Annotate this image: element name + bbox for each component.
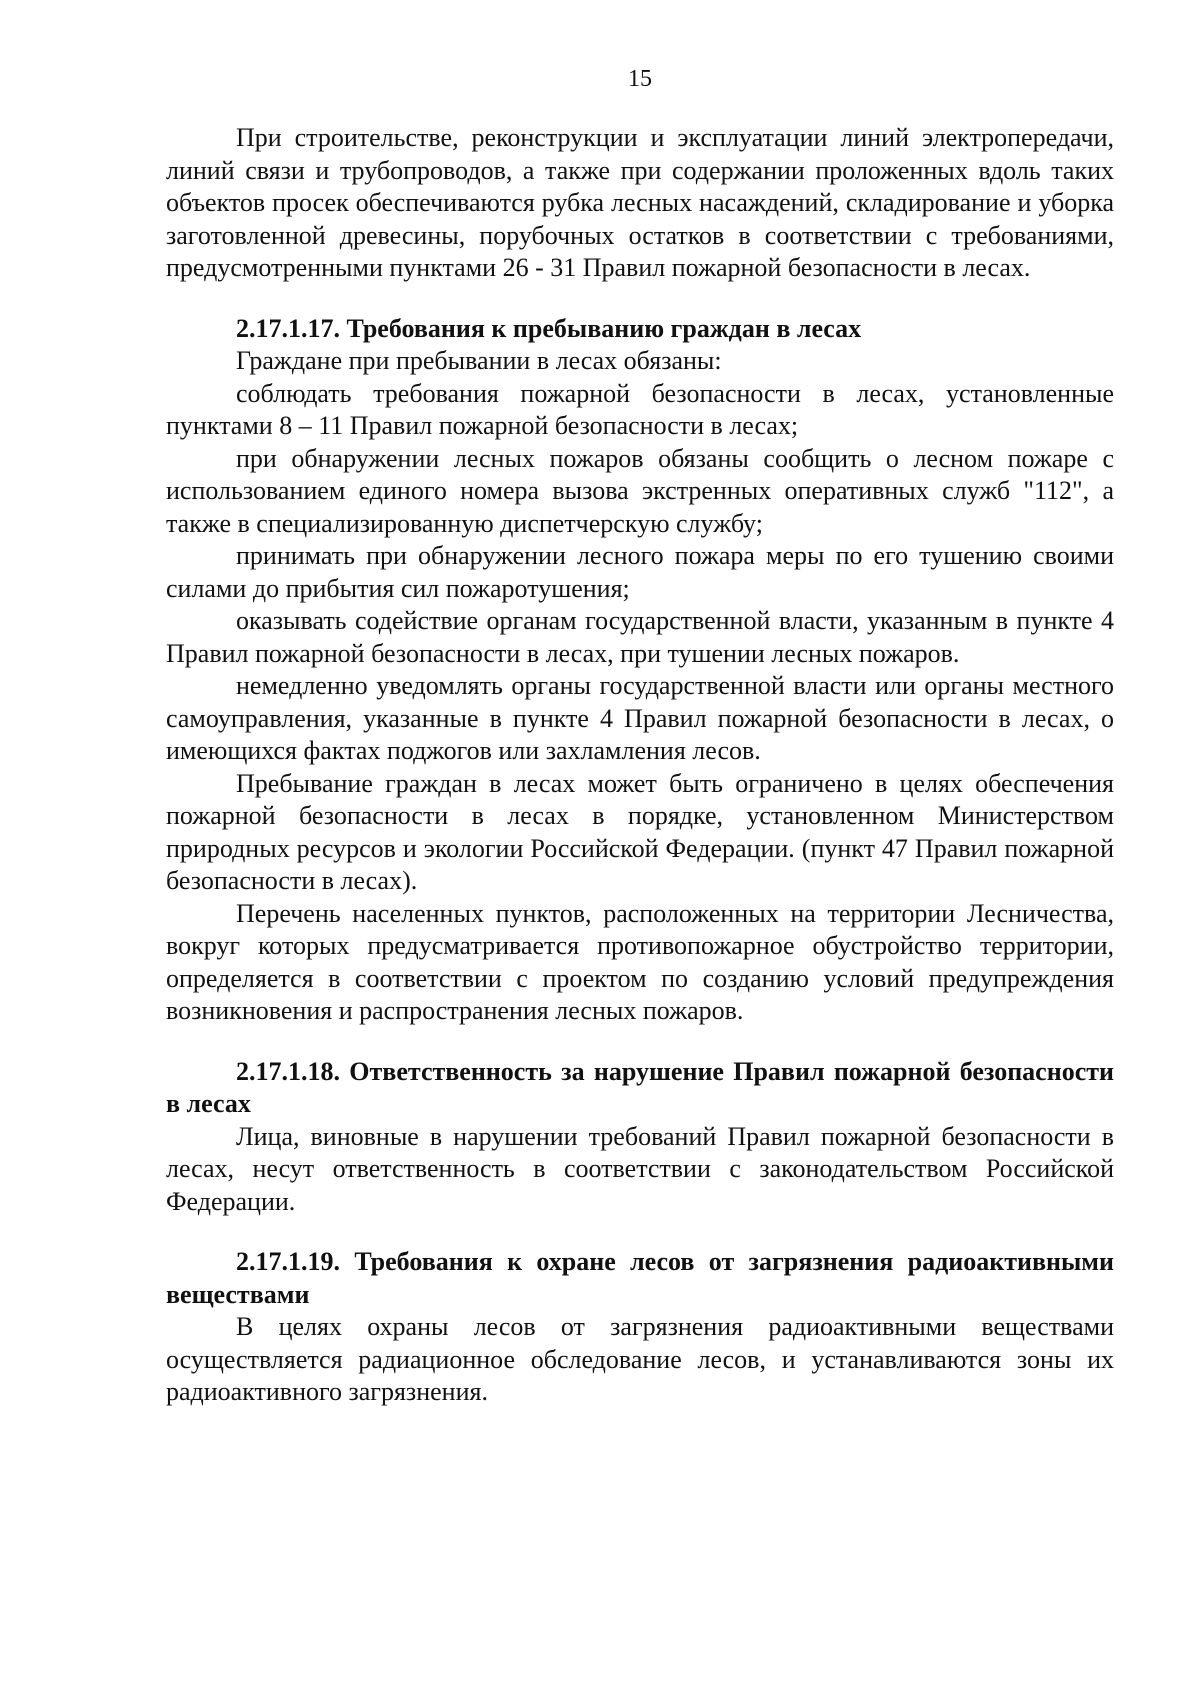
paragraph-assist-authorities: оказывать содействие органам государственной власти, указанным в пункте 4 Правил пожарной безопасности в лесах, при тушении лесных пожаров. [166,606,1114,668]
heading-2-17-1-17: 2.17.1.17. Требования к пребыванию граждан в лесах [236,313,862,343]
page-number: 15 [628,66,652,92]
paragraph-stay-restriction: Пребывание граждан в лесах может быть ограничено в целях обеспечения пожарной безопасности в лесах в порядке, установленном Министерством природных ресурсов и экологии Российской Федерации. (пункт 47 Правил пожарной безопасности в лесах). [166,768,1114,895]
paragraph-liability: Лица, виновные в нарушении требований Правил пожарной безопасности в лесах, несут ответственность в соответствии с законодательством Российской Федерации. [166,1121,1114,1216]
section-gap [166,285,1114,313]
paragraph-radiation-survey: В целях охраны лесов от загрязнения радиоактивными веществами осуществляется радиационное обследование лесов, и устанавливаются зоны их радиоактивного загрязнения. [166,1312,1114,1406]
section-gap [166,1218,1114,1246]
paragraph-settlements-list: Перечень населенных пунктов, расположенных на территории Лесничества, вокруг которых предусматривается противопожарное обустройство территории, определяется в соответствии с проектом по созданию условий предупреждения возникновения и распространения лесных пожаров. [166,898,1114,1025]
heading-2-17-1-18: 2.17.1.18. Ответственность за нарушение Правил пожарной безопасности в лесах [166,1056,1114,1118]
paragraph-observe-requirements: соблюдать требования пожарной безопасности в лесах, установленные пунктами 8 – 11 Правил пожарной безопасности в лесах; [166,378,1114,440]
paragraph-notify-authorities: немедленно уведомлять органы государственной власти или органы местного самоуправления, указанные в пункте 4 Правил пожарной безопасности в лесах, о имеющихся фактах поджогов или захламления лесов. [166,671,1114,765]
section-gap [166,1028,1114,1056]
paragraph-citizens-obliged: Граждане при пребывании в лесах обязаны: [236,346,722,375]
paragraph-report-fire: при обнаружении лесных пожаров обязаны сообщить о лесном пожаре с использованием единого номера вызова экстренных оперативных служб "112", а также в специализированную диспетчерскую службу; [166,443,1114,538]
document-body [166,122,1114,1409]
paragraph-take-measures: принимать при обнаружении лесного пожара меры по его тушению своими силами до прибытия сил пожаротушения; [166,541,1114,603]
heading-2-17-1-19: 2.17.1.19. Требования к охране лесов от загрязнения радиоактивными веществами [166,1247,1114,1309]
paragraph-power-lines: При строительстве, реконструкции и эксплуатации линий электропередачи, линий связи и трубопроводов, а также при содержании проложенных вдоль таких объектов просек обеспечиваются рубка лесных насаждений, складирование и уборка заготовленной древесины, порубочных остатков в соответствии с требованиями, предусмотренными пунктами 26 - 31 Правил пожарной безопасности в лесах. [166,123,1114,282]
